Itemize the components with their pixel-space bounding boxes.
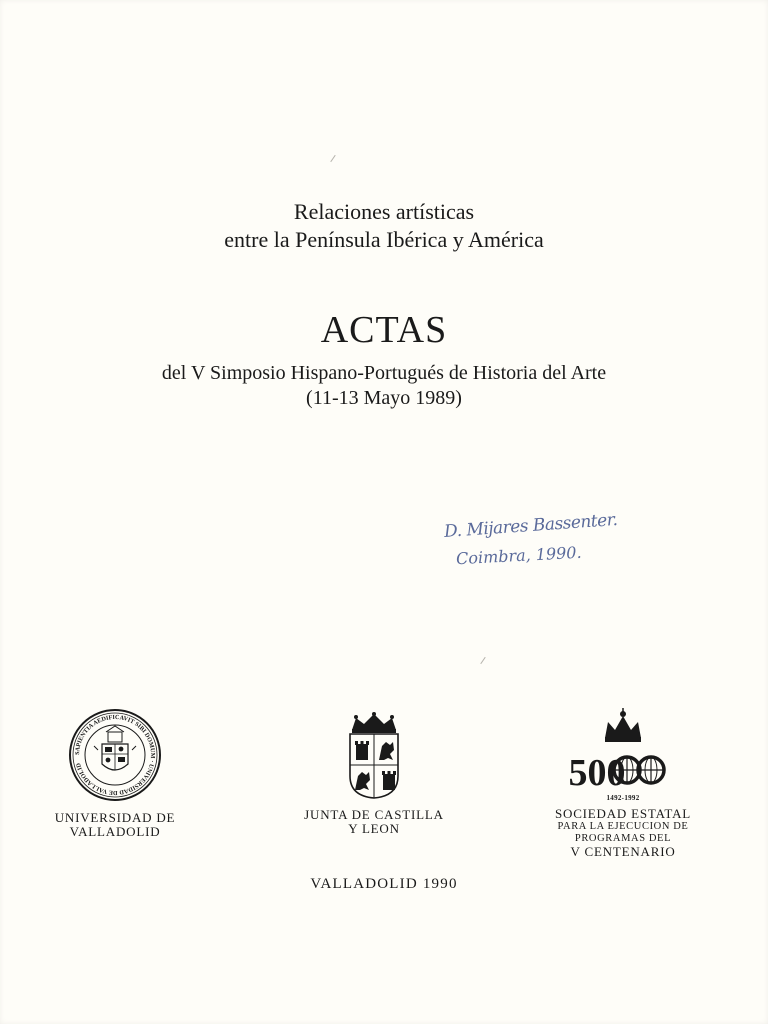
- centenario-line-3: PROGRAMAS DEL: [574, 833, 672, 844]
- university-name-line-2: VALLADOLID: [69, 824, 161, 839]
- stray-mark: [480, 657, 485, 664]
- header-line-1: Relaciones artísticas: [293, 199, 475, 224]
- centenario-years: 1492-1992: [606, 794, 640, 802]
- signature-line-1: D. Mijares Bassenter.: [443, 509, 619, 543]
- handwritten-signature: [438, 510, 638, 580]
- junta-name-line-1: JUNTA DE CASTILLA: [304, 807, 444, 822]
- centenario-line-2: PARA LA EJECUCION DE: [557, 821, 689, 832]
- header-line-2: entre la Península Ibérica y América: [224, 227, 544, 252]
- university-logo-block: [40, 708, 190, 839]
- centenario-line-1: SOCIEDAD ESTATAL: [554, 806, 692, 821]
- page-title: ACTAS: [320, 309, 448, 351]
- event-line-2: (11-13 Mayo 1989): [306, 387, 462, 409]
- university-name-line-1: UNIVERSIDAD DE: [54, 810, 176, 825]
- centenario-logo-block: [540, 708, 706, 859]
- centenario-line-4: V CENTENARIO: [570, 844, 676, 859]
- signature-line-2: Coimbra, 1990.: [455, 542, 582, 569]
- university-seal-icon: [68, 708, 162, 802]
- junta-logo-block: [296, 712, 452, 836]
- event-block: [0, 361, 768, 411]
- v-centenario-emblem-icon: [568, 708, 671, 794]
- event-line-1: del V Simposio Hispano-Portugués de Historia del Arte: [161, 362, 607, 384]
- publication-place-year: VALLADOLID 1990: [310, 876, 458, 892]
- svg-text:500: 500: [568, 752, 626, 794]
- junta-name-line-2: Y LEON: [348, 821, 400, 836]
- castilla-leon-coat-of-arms-icon: [346, 712, 402, 800]
- header-block: [0, 198, 768, 254]
- stray-mark: [330, 155, 335, 162]
- svg-text:SAPIENTIA AEDIFICAVIT SIBI DOM: SAPIENTIA AEDIFICAVIT SIBI DOMUM · UNIVERSIDAD DE VALLADOLID: [73, 713, 157, 797]
